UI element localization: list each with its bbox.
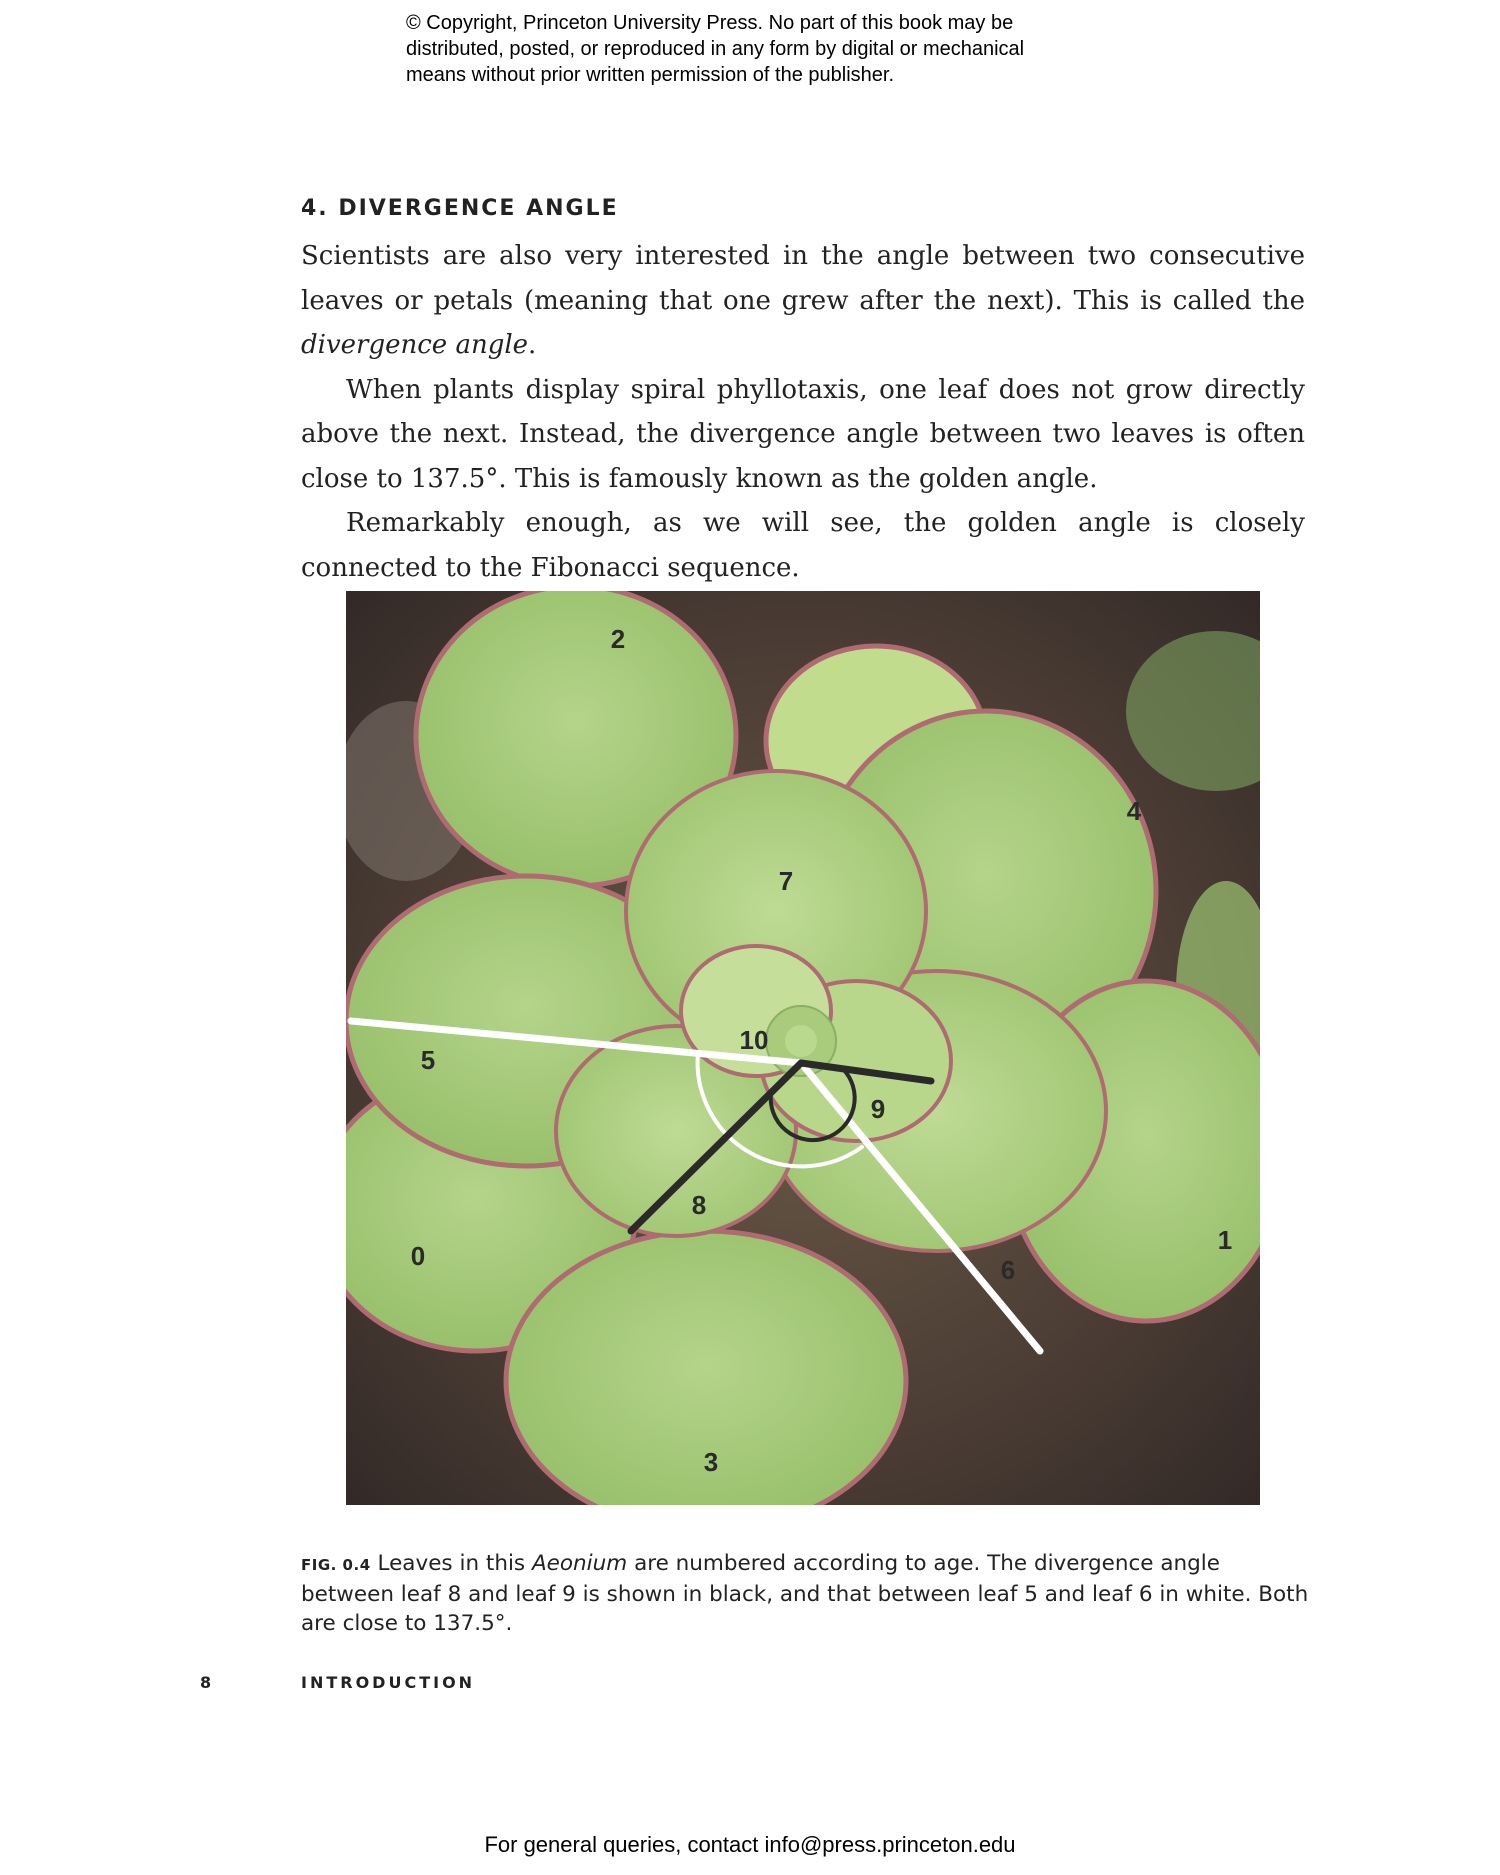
leaf-label-8: 8 xyxy=(691,1190,707,1220)
leaf-label-10: 10 xyxy=(739,1025,769,1055)
paragraph: When plants display spiral phyllotaxis, one leaf does not grow directly above the next. Instead, the divergence angle between two leaves is often close to 137.5°. This is famously known as the golden angle. xyxy=(301,374,1305,494)
paragraph-text: . xyxy=(528,330,537,360)
copyright-line: means without prior written permission of the publisher. xyxy=(406,64,895,86)
leaf-label-6: 6 xyxy=(1000,1255,1016,1285)
italic-term: divergence angle xyxy=(301,330,529,360)
leaf-label-7: 7 xyxy=(778,866,794,896)
leaf-label-9: 9 xyxy=(870,1094,886,1124)
leaf-label-0: 0 xyxy=(410,1241,426,1271)
caption-text: are numbered according to age. The divergence angle between leaf 8 and leaf 9 is shown in black, and that between leaf 5 and leaf 6 in white. Both are close to 137.5°. xyxy=(301,1551,1309,1636)
paragraph: Remarkably enough, as we will see, the golden angle is closely connected to the Fibonacci sequence. xyxy=(301,508,1305,583)
contact-footer: For general queries, contact info@press.princeton.edu xyxy=(484,1832,1016,1857)
running-head: INTRODUCTION xyxy=(301,1673,476,1692)
caption-italic: Aeonium xyxy=(531,1551,628,1576)
leaf-label-3: 3 xyxy=(703,1447,719,1477)
copyright-line: distributed, posted, or reproduced in any form by digital or mechanical xyxy=(406,38,1025,60)
copyright-line: © Copyright, Princeton University Press. No part of this book may be xyxy=(406,12,1014,34)
aeonium-photo xyxy=(346,591,1260,1505)
caption-text: Leaves in this xyxy=(370,1551,532,1576)
leaf-label-5: 5 xyxy=(420,1045,436,1075)
leaf-label-4: 4 xyxy=(1126,796,1142,826)
section-heading: 4. DIVERGENCE ANGLE xyxy=(301,196,619,221)
copyright-notice xyxy=(406,10,1166,88)
aeonium-illustration xyxy=(346,591,1260,1505)
paragraph xyxy=(301,234,1305,368)
leaf-label-1: 1 xyxy=(1217,1225,1233,1255)
paragraph-text: Scientists are also very interested in the angle between two consecutive leaves or petals (meaning that one grew after the next). This is called the xyxy=(301,241,1305,316)
figure-label: FIG. 0.4 xyxy=(301,1556,371,1574)
body-text xyxy=(301,234,1305,590)
page-number: 8 xyxy=(200,1673,212,1692)
leaf-label-2: 2 xyxy=(610,624,626,654)
figure-caption xyxy=(301,1549,1311,1638)
